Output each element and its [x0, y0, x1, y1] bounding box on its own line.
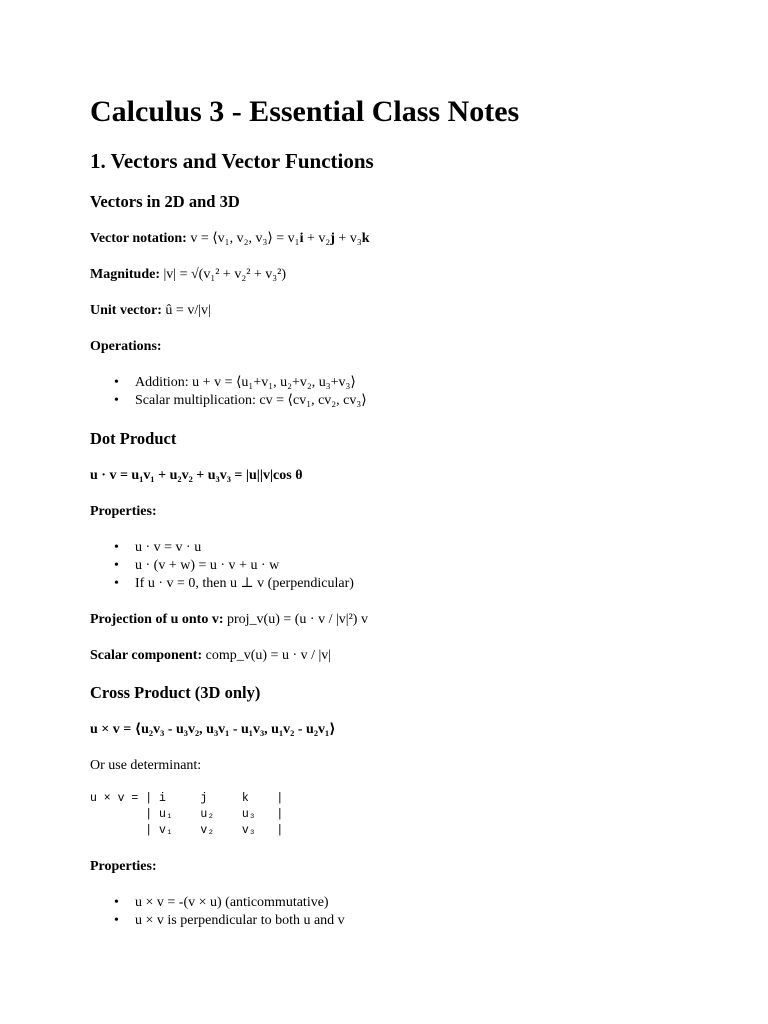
- section-heading-vectors: 1. Vectors and Vector Functions: [90, 149, 374, 173]
- vector-notation-line: [90, 230, 370, 248]
- scalar-component-label: Scalar component:: [90, 648, 203, 663]
- projection-line: [90, 611, 368, 629]
- dot-properties-list: [90, 539, 354, 593]
- operations-label: Operations:: [90, 339, 162, 354]
- vector-notation-part-b: + v₂: [303, 231, 331, 246]
- list-item: • u × v is perpendicular to both u and v: [90, 912, 345, 930]
- determinant-row-1: u × v = | i j k |: [90, 792, 284, 805]
- cross-properties-list: [90, 894, 345, 930]
- determinant-block: [90, 791, 283, 839]
- vector-notation-part-c: + v₃: [334, 231, 362, 246]
- vector-notation-part-a: v = ⟨v₁, v₂, v₃⟩ = v₁: [186, 231, 300, 246]
- unit-vector-label: Unit vector:: [90, 303, 162, 318]
- subheading-vectors-2d-3d: Vectors in 2D and 3D: [90, 192, 240, 211]
- list-item: • u × v = -(v × u) (anticommutative): [90, 894, 345, 912]
- page-title: Calculus 3 - Essential Class Notes: [90, 95, 520, 128]
- dot-properties-label: Properties:: [90, 504, 157, 519]
- magnitude-value: |v| = √(v₁² + v₂² + v₃²): [160, 267, 287, 282]
- determinant-intro: Or use determinant:: [90, 758, 202, 773]
- subheading-cross-product: Cross Product (3D only): [90, 683, 261, 702]
- determinant-row-3: | v₁ v₂ v₃ |: [90, 824, 284, 837]
- dot-product-formula: u · v = u₁v₁ + u₂v₂ + u₃v₃ = |u||v|cos θ: [90, 468, 303, 483]
- list-item: • If u · v = 0, then u ⊥ v (perpendicular): [90, 575, 354, 593]
- unit-i: i: [299, 231, 304, 246]
- determinant-row-2: | u₁ u₂ u₃ |: [90, 808, 284, 821]
- cross-product-formula: u × v = ⟨u₂v₃ - u₃v₂, u₃v₁ - u₁v₃, u₁v₂ - u₂v₁⟩: [90, 722, 336, 737]
- operations-list: [90, 374, 367, 410]
- list-item: • u · v = v · u: [90, 539, 354, 557]
- scalar-component-line: [90, 647, 331, 665]
- unit-vector-line: [90, 302, 211, 320]
- list-item: • Addition: u + v = ⟨u₁+v₁, u₂+v₂, u₃+v₃⟩: [90, 374, 367, 392]
- unit-k: k: [361, 231, 370, 246]
- list-item: • u · (v + w) = u · v + u · w: [90, 557, 354, 575]
- unit-vector-value: û = v/|v|: [161, 303, 211, 318]
- list-item: • Scalar multiplication: cv = ⟨cv₁, cv₂, cv₃⟩: [90, 392, 367, 410]
- cross-properties-label: Properties:: [90, 859, 157, 874]
- scalar-component-value: comp_v(u) = u · v / |v|: [202, 648, 332, 663]
- magnitude-label: Magnitude:: [90, 267, 160, 282]
- vector-notation-label: Vector notation:: [90, 231, 187, 246]
- projection-value: proj_v(u) = (u · v / |v|²) v: [223, 612, 368, 627]
- projection-label: Projection of u onto v:: [90, 612, 224, 627]
- subheading-dot-product: Dot Product: [90, 429, 177, 448]
- magnitude-line: [90, 266, 286, 284]
- unit-j: j: [330, 231, 335, 246]
